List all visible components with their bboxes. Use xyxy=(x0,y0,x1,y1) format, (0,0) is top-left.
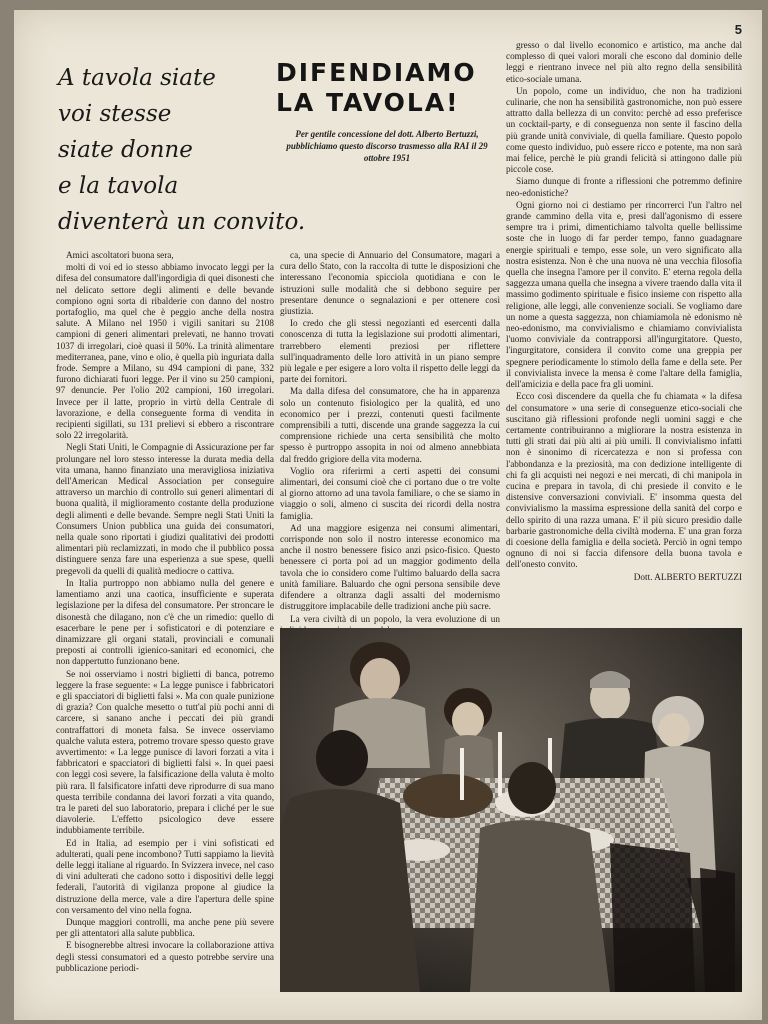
paragraph: Un popolo, come un individuo, che non ha tradizioni culinarie, che non ha sensibilità gastronomiche, non può essere attratto dalla bellezza di un convito: perchè ad esso preferisce un cocktail-party, e di conseguenza non sente il fascino della più grande unità conviviale, di quella familiare. Questo popolo come questo individuo, può essere ricco e potente, ma non sarà mai felice, perchè le più grandi felicità si attingono dalle più piccole cose. xyxy=(506,85,742,175)
paragraph: Amici ascoltatori buona sera, xyxy=(66,250,174,260)
family-dinner-photo xyxy=(280,628,742,992)
paragraph: Ed in Italia, ad esempio per i vini sofisticati ed adulterati, quali pene incombono? Tutti sappiamo la lievità delle leggi italiane al riguardo. In Svizzera invece, nel caso di vini adulterati che cadono sotto i dispositivi delle leggi federali, l'autorità di vigilanza propone al giudice la distruzione della merce, vale a dire l'apertura delle spine con versamento del vino nella fogna. xyxy=(56,837,274,915)
headline-line: DIFENDIAMO xyxy=(276,58,477,87)
paragraph: Ma dalla difesa del consumatore, che ha in apparenza solo un contenuto fisiologico per la qualità, ed uno economico per i prezzi, contenuti questi facilmente comprensibili a tutti, discende una grande saggezza la cui comprensione richiede una certa sensibilità che molto spesso è purtroppo assopita in noi od almeno annebbiata dal freddo grigiore della vita moderna. xyxy=(280,386,500,464)
motto-line: A tavola siate xyxy=(58,65,216,91)
motto-line: e la tavola xyxy=(58,173,179,199)
paragraph: E bisognerebbe altresì invocare la collaborazione attiva degli stessi consumatori ed a questo potrebbe servire una pubblicazione periodi- xyxy=(56,940,274,973)
article-headline xyxy=(276,58,500,118)
paragraph: Ad una maggiore esigenza nei consumi alimentari, corrisponde non solo il nostro interesse economico ma anche il nostro benessere fisico anzi psico-fisico. Questo benessere ci porta poi ad un maggior godimento della tavola che io considero come l'ultimo baluardo della sacra unità familiare. Baluardo che ogni persona sensibile deve difendere a oltranza dagli assalti del modernismo distruggitore implacabile delle tradizioni anche più sacre. xyxy=(280,522,500,612)
motto-line: voi stesse xyxy=(58,101,172,127)
paragraph: Ogni giorno noi ci destiamo per rincorrerci l'un l'altro nel grande cammino della vita e, presi dall'agonismo di essere sempre tra i primi, dimentichiamo talvolta quelle bellissime soste che in luogo di far perder tempo, fanno guadagnare energie spirituali e tempo, esse sole, un vero significato alla nostra esistenza. Non è che una nuova nè una vecchia filosofia quella che insegna l'amore per il convito. E' eterna regola della saggezza umana quella che insegna a vivere traendo dalla vita il massimo godimento spirituale e fisico insieme con rispetto alla religione, alle leggi, alle convenienze sociali. Se vogliamo dare un nome a questa saggezza, non chiamiamola nè edonismo nè neo-edonismo, ma convivialismo e chiamiamo convivialista l'uomo conviviale da contrapporsi all'ingurgitatore. Questo, l'ingurgitatore, considera il convito come una greppia per spegnere periodicamente lo stimolo della fame e della sete. Per il convivialista invece la mensa è come l'altare della famiglia, dell'amicizia e della pace fra gli uomini. xyxy=(506,199,742,390)
article-subtitle: Per gentile concessione del dott. Alberto Bertuzzi, pubblichiamo questo discorso trasmesso alla RAI il 29 ottobre 1951 xyxy=(286,129,488,163)
paragraph: Negli Stati Uniti, le Compagnie di Assicurazione per far prolungare nel loro stesso interesse la durata media della vita umana, hanno finanziato una meravigliosa iniziativa dell'American Medical Association per conseguire attraverso un marchio di controllo sui generi alimentari di buona qualità, il miglioramento costante della produzione degli alimenti e delle bevande. Sempre negli Stati Uniti la Consumers Union pubblica una guida dei consumatori, nella quale sono riportati i giudizi qualitativi dei prodotti alimentari più reclamizzati, in modo che il pubblico possa distinguere senza fare una esperienza a sue spese, quelli pregevoli da quelli di qualità mediocre o cattiva. xyxy=(56,442,274,576)
headline-line: LA TAVOLA! xyxy=(276,88,460,117)
page-number: 5 xyxy=(734,22,742,37)
paragraph: gresso o dal livello economico e artistico, ma anche dal complesso di quei valori morali che escono dal dominio delle leggi e rientrano invece nel più alto regno della sensibilità etico-sociale umana. xyxy=(506,40,742,84)
photo-illustration xyxy=(280,628,742,992)
motto-line: siate donne xyxy=(58,137,193,163)
text-column-2 xyxy=(280,250,500,624)
paragraph: ca, una specie di Annuario del Consumatore, magari a cura dello Stato, con la raccolta di tutte le disposizioni che interessano l'economia spicciola quotidiana e con le istruzioni sulle modalità che si debbono seguire per presentare denunce o segnalazioni e per ottenere così giustizia. xyxy=(280,250,500,317)
paragraph: Dunque maggiori controlli, ma anche pene più severe per gli attentatori alla salute pubblica. xyxy=(56,916,274,939)
text-column-1 xyxy=(56,250,274,1015)
author-signature: Dott. ALBERTO BERTUZZI xyxy=(633,571,742,582)
paragraph: Ecco così discendere da quella che fu chiamata « la difesa del consumatore » una serie di conseguenze etico-sociali che suscitano già riflessioni profonde negli uomini saggi e che certamente contribuiranno a migliorare la nostra esistenza in tutti gli strati dai più alti ai più umili. Il convivialismo infatti non è sinonimo di ricercatezza e non si professa con l'abbondanza e la preziosità, ma con dedizione intelligente di chi fa gli acquisti nei negozi e nei mercati, di chi manipola in cucina e prepara in tavola, di chi presiede il convito e le distensive conversazioni conviviali. E' insomma questa del convivialismo la massima espressione della sanità del corpo e dello spirito di una razza umana. E' il più sicuro presidio dalle barbarie gastronomiche della civiltà moderna. E' una gran forza di coesione della famiglia e della società. Perciò in ogni tempo ognuno di noi si faccia difensore della buona tavola e dell'onesto convito. xyxy=(506,391,742,570)
paragraph: Io credo che gli stessi negozianti ed esercenti dalla conoscenza di tutta la legislazione sui prodotti alimentari, trarrebbero elementi preziosi per riflettere sull'inquadramento delle loro attività in un piano sempre più legale e per esigere a loro volta il rispetto delle leggi da parte dei fornitori. xyxy=(280,318,500,385)
paragraph: Voglio ora riferirmi a certi aspetti dei consumi alimentari, dei consumi cioè che ci portano due o tre volte al giorno attorno ad una tavola familiare, o che se siamo in viaggio o soli, almeno ci suscita dei ricordi della nostra famiglia. xyxy=(280,465,500,521)
paragraph: Se noi osserviamo i nostri biglietti di banca, potremo leggere la frase seguente: « La legge punisce i fabbricatori e gli spacciatori di biglietti falsi ». Ma con quale punizione di grazia? Con qualche mesetto o tutt'al più pochi anni di carcere, si sanano anche i peccati dei più grandi contraffattori di moneta falsa. Se invece osserviamo qualche valuta estera, potremo trovare spesso questo grave avvertimento: « La legge punisce di lavori forzati a vita i fabbricatori e spacciatori di biglietti falsi ». In quei paesi con leggi così severe, la falsificazione della valuta è molto più rara. Il falsificatore infatti deve riprodurre di sua mano questa terribile condanna dei lavori forzati a vita quando, tra le pareti del suo laboratorio, prepara i cliché per le sue diavolerie. L'effetto psicologico deve essere indubbiamente terribile. xyxy=(56,668,274,836)
motto-line: diventerà un convito. xyxy=(58,209,306,235)
paragraph: In Italia purtroppo non abbiamo nulla del genere e lamentiamo anzi una caotica, insufficiente e superata legislazione per la difesa del consumatore. Per stroncare le disonestà che dilagano, non c'è che un rimedio: quello di esacerbare le pene per i sofisticatori e di potenziare e dinamizzare gli organi statali, provinciali e comunali preposti ai controlli igienico-sanitari ed economici, che non dappertutto funzionano bene. xyxy=(56,577,274,667)
text-column-3 xyxy=(506,40,742,620)
paragraph: Siamo dunque di fronte a riflessioni che potremmo definire neo-edonistiche? xyxy=(506,176,742,198)
paragraph: molti di voi ed io stesso abbiamo invocato leggi per la difesa del consumatore dall'ingordigia di quei disonesti che nel delicato settore degli alimenti e delle bevande compiono ogni sorta di ribalderie con danno del nostro portafoglio, ma quel che è peggio anche della nostra salute. A Milano nel 1950 i vigili sanitari su 2108 campioni di generi alimentari prelevati, ne hanno trovati 1037 di irregolari, cioè quasi il 50%. La trinità alimentare mediterranea, pane, vino e olio, è quella più inguriata dalla frode. Sempre a Milano, su 494 campioni di pane, 332 furono dichiarati fuori legge. Per il vino su 250 campioni, 97 denuncie. Per l'olio 202 campioni, 160 irregolari. Invece per il latte, proprio in virtù della Centrale di lavorazione, e della conseguente forma di vendita in recipienti sigillati, su 131 prelievi si ebbero a riscontrare solo 22 irregolarità. xyxy=(56,262,274,441)
handwritten-motto xyxy=(58,60,306,240)
magazine-page xyxy=(14,10,762,1020)
paragraph: La vera civiltà di un popolo, la vera evoluzione di un xyxy=(290,613,500,624)
